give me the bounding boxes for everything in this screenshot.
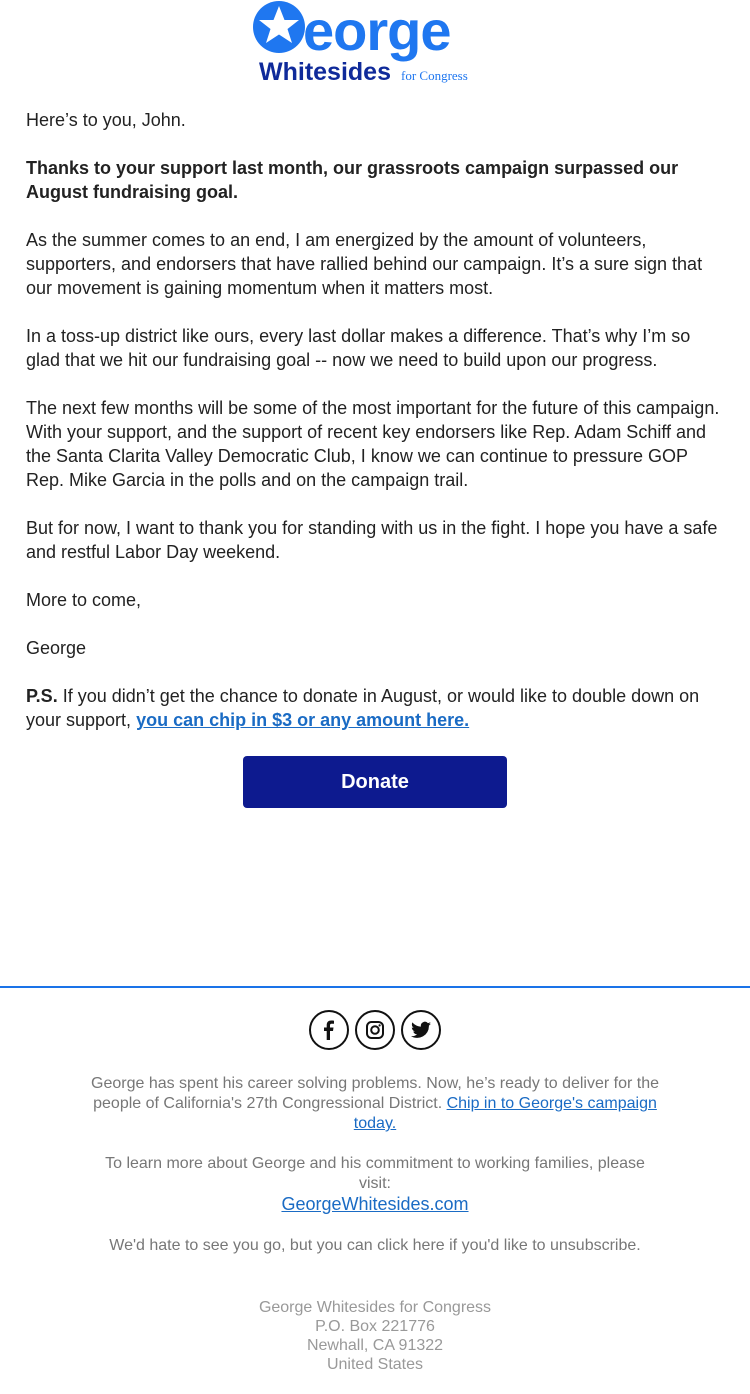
- paragraph-2: In a toss-up district like ours, every last dollar makes a difference. That’s why I’m so glad that we hit our fundraising goal -- now we need to build upon our progress.: [26, 326, 691, 370]
- campaign-logo: [245, 0, 505, 88]
- logo-surname: Whitesides: [259, 58, 391, 86]
- paragraph-1: As the summer comes to an end, I am energized by the amount of volunteers, supporters, and endorsers that have rallied behind our campaign. It’s a sure sign that our movement is gaining momentum when it matters most.: [26, 230, 703, 298]
- campaign-chip-in-link[interactable]: Chip in to George's campaign today.: [353, 1095, 657, 1132]
- paragraph-3: The next few months will be some of the most important for the future of this campaign. With your support, and the support of recent key endorsers like Rep. Adam Schiff and the Santa Clarita Valley Democratic Club, I know we can continue to pressure GOP Rep. Mike Garcia in the polls and on the campaign trail.: [26, 398, 720, 490]
- paragraph-4: But for now, I want to thank you for standing with us in the fight. I hope you have a safe and restful Labor Day weekend.: [26, 518, 718, 562]
- logo-name: eorge: [303, 0, 451, 62]
- headline: Thanks to your support last month, our grassroots campaign surpassed our August fundraising goal.: [26, 158, 679, 202]
- website-link[interactable]: GeorgeWhitesides.com: [281, 1194, 469, 1214]
- greeting: Here’s to you, John.: [26, 110, 186, 130]
- signature: George: [26, 638, 87, 658]
- mailing-address: George Whitesides for Congress P.O. Box 221776 Newhall, CA 91322 United States: [258, 1299, 492, 1373]
- footer: [0, 986, 750, 1394]
- social-links: [0, 1010, 750, 1050]
- instagram-icon[interactable]: [355, 1010, 395, 1050]
- footer-learn-more: To learn more about George and his commitment to working families, please visit: GeorgeWhitesides.com: [105, 1155, 645, 1214]
- twitter-icon[interactable]: [401, 1010, 441, 1050]
- footer-about: George has spent his career solving problems. Now, he’s ready to deliver for the people of California's 27th Congressional District. Chip in to George's campaign today.: [91, 1075, 659, 1132]
- signoff: More to come,: [26, 590, 142, 610]
- logo-tagline: for Congress: [401, 68, 468, 83]
- facebook-icon[interactable]: [309, 1010, 349, 1050]
- email-body: [0, 108, 750, 808]
- donate-button[interactable]: Donate: [243, 756, 507, 808]
- unsubscribe-text[interactable]: We'd hate to see you go, but you can click here if you'd like to unsubscribe.: [109, 1237, 641, 1254]
- chip-in-link[interactable]: you can chip in $3 or any amount here.: [136, 710, 470, 730]
- postscript: P.S. If you didn’t get the chance to donate in August, or would like to double down on your support, you can chip in $3 or any amount here.: [26, 686, 700, 730]
